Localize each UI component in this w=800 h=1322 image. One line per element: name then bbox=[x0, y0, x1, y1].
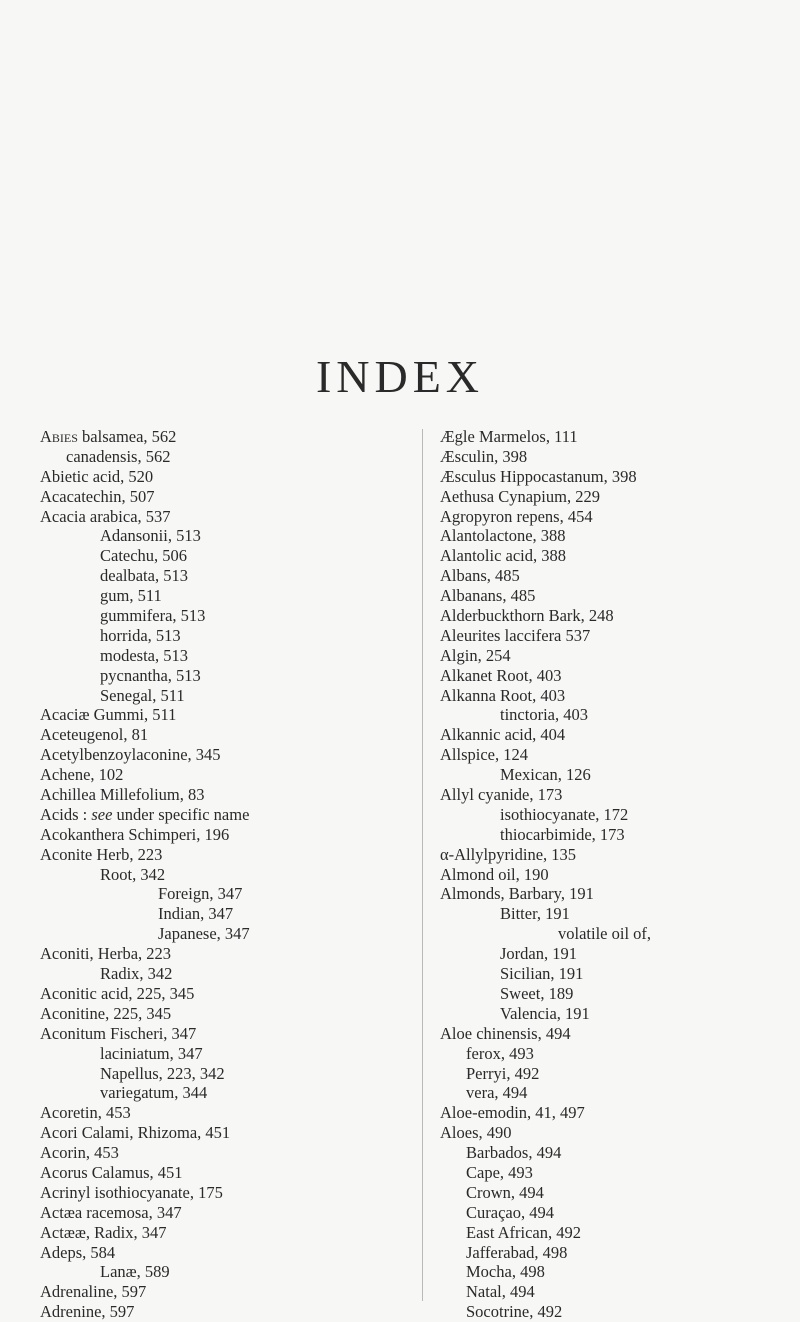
index-subentry: Foreign, 347 bbox=[158, 884, 243, 904]
index-entry: Aloe-emodin, 41, 497 bbox=[440, 1103, 585, 1123]
index-subentry: pycnantha, 513 bbox=[100, 665, 201, 685]
index-subentry: Barbados, 494 bbox=[466, 1143, 562, 1163]
index-entry: Albans, 485 bbox=[440, 566, 520, 586]
index-entry: Alantolic acid, 388 bbox=[440, 546, 567, 566]
index-subentry: canadensis, 562 bbox=[66, 446, 171, 466]
index-subentry: Curaçao, 494 bbox=[466, 1202, 554, 1222]
index-subentry: Jordan, 191 bbox=[500, 944, 577, 964]
index-entry-part: under specific name bbox=[112, 804, 250, 824]
index-subentry: Sweet, 189 bbox=[500, 983, 574, 1003]
page-title: INDEX bbox=[315, 350, 485, 402]
index-subentry: horrida, 513 bbox=[100, 625, 181, 645]
column-divider bbox=[422, 429, 423, 1301]
index-subentry: laciniatum, 347 bbox=[100, 1043, 203, 1063]
index-entry: Acokanthera Schimperi, 196 bbox=[40, 824, 230, 844]
index-entry: Acacatechin, 507 bbox=[40, 486, 155, 506]
index-entry: Aethusa Cynapium, 229 bbox=[440, 486, 600, 506]
index-entry: Achillea Millefolium, 83 bbox=[40, 785, 205, 805]
index-entry-part: balsamea, 562 bbox=[77, 427, 177, 446]
index-entry: Achene, 102 bbox=[40, 765, 124, 785]
index-subentry: East African, 492 bbox=[466, 1222, 582, 1242]
index-entry: Acoretin, 453 bbox=[40, 1103, 131, 1123]
index-subentry: Perryi, 492 bbox=[466, 1063, 540, 1083]
index-subentry: gum, 511 bbox=[100, 586, 162, 606]
index-subentry: gummifera, 513 bbox=[100, 606, 206, 626]
index-entry: Aconite Herb, 223 bbox=[40, 844, 163, 864]
index-subentry: Mexican, 126 bbox=[500, 765, 591, 785]
index-column-right bbox=[440, 427, 800, 1322]
index-entry-part: Acids : bbox=[40, 804, 92, 824]
index-subentry: Catechu, 506 bbox=[100, 546, 188, 566]
index-subentry: Root, 342 bbox=[100, 864, 166, 884]
index-entry bbox=[40, 427, 410, 447]
index-subentry: Natal, 494 bbox=[466, 1282, 535, 1302]
index-entry: Alkanet Root, 403 bbox=[440, 665, 562, 685]
index-subentry: Valencia, 191 bbox=[500, 1003, 590, 1023]
index-subentry: Lanæ, 589 bbox=[100, 1262, 170, 1282]
index-subentry: Cape, 493 bbox=[466, 1162, 533, 1182]
index-entry: Algin, 254 bbox=[440, 645, 511, 665]
index-subentry: Napellus, 223, 342 bbox=[100, 1063, 225, 1083]
index-subentry: Crown, 494 bbox=[466, 1182, 544, 1202]
index-subentry: ferox, 493 bbox=[466, 1043, 534, 1063]
index-entry: Actææ, Radix, 347 bbox=[40, 1222, 167, 1242]
index-entry: Acorin, 453 bbox=[40, 1143, 119, 1163]
index-subentry: dealbata, 513 bbox=[100, 566, 188, 586]
index-entry: Alkannic acid, 404 bbox=[440, 725, 566, 745]
index-entry: Almonds, Barbary, 191 bbox=[440, 884, 594, 904]
index-subentry: variegatum, 344 bbox=[100, 1083, 208, 1103]
index-entry-part: see bbox=[91, 804, 113, 824]
index-subentry: Socotrine, 492 bbox=[466, 1302, 563, 1322]
index-subentry: Sicilian, 191 bbox=[500, 964, 584, 984]
index-subentry: Japanese, 347 bbox=[158, 924, 250, 944]
index-subentry: tinctoria, 403 bbox=[500, 705, 588, 725]
index-entry: Acetylbenzoylaconine, 345 bbox=[40, 745, 221, 765]
index-subentry: Adansonii, 513 bbox=[100, 526, 201, 546]
index-entry: Actæa racemosa, 347 bbox=[40, 1202, 182, 1222]
index-subentry: vera, 494 bbox=[466, 1083, 528, 1103]
index-entry: Aconitic acid, 225, 345 bbox=[40, 983, 195, 1003]
index-entry: Agropyron repens, 454 bbox=[440, 506, 593, 526]
index-entry: Alantolactone, 388 bbox=[440, 526, 566, 546]
index-entry bbox=[40, 805, 410, 825]
index-entry: Aconitum Fischeri, 347 bbox=[40, 1023, 197, 1043]
index-entry: Aceteugenol, 81 bbox=[40, 725, 149, 745]
index-subentry: volatile oil of, bbox=[558, 924, 652, 944]
index-entry: Alderbuckthorn Bark, 248 bbox=[440, 606, 614, 626]
index-entry: Aconitine, 225, 345 bbox=[40, 1003, 172, 1023]
index-subentry: Senegal, 511 bbox=[100, 685, 185, 705]
index-entry: Aloe chinensis, 494 bbox=[440, 1023, 571, 1043]
index-subentry: Mocha, 498 bbox=[466, 1262, 545, 1282]
index-entry: Acorus Calamus, 451 bbox=[40, 1162, 183, 1182]
index-entry: Adrenaline, 597 bbox=[40, 1282, 147, 1302]
index-entry: Allyl cyanide, 173 bbox=[440, 785, 563, 805]
index-subentry: modesta, 513 bbox=[100, 645, 188, 665]
index-entry: Albanans, 485 bbox=[440, 586, 536, 606]
index-entry: Adeps, 584 bbox=[40, 1242, 116, 1262]
index-entry: α-Allylpyridine, 135 bbox=[440, 844, 577, 864]
index-entry-part: Abies bbox=[40, 427, 78, 446]
index-entry: Acaciæ Gummi, 511 bbox=[40, 705, 177, 725]
index-entry: Adrenine, 597 bbox=[40, 1302, 135, 1322]
index-subentry: Bitter, 191 bbox=[500, 904, 570, 924]
index-entry: Aloes, 490 bbox=[440, 1123, 512, 1143]
index-entry: Acori Calami, Rhizoma, 451 bbox=[40, 1123, 231, 1143]
index-entry: Abietic acid, 520 bbox=[40, 466, 154, 486]
index-subentry: Radix, 342 bbox=[100, 964, 173, 984]
index-entry: Acrinyl isothiocyanate, 175 bbox=[40, 1182, 223, 1202]
index-entry: Æsculin, 398 bbox=[440, 446, 528, 466]
index-subentry: Jafferabad, 498 bbox=[466, 1242, 568, 1262]
index-column-left bbox=[40, 427, 410, 1322]
index-entry: Aconiti, Herba, 223 bbox=[40, 944, 172, 964]
index-entry: Acacia arabica, 537 bbox=[40, 506, 171, 526]
index-entry: Æsculus Hippocastanum, 398 bbox=[440, 466, 637, 486]
index-subentry: Indian, 347 bbox=[158, 904, 234, 924]
index-entry: Almond oil, 190 bbox=[440, 864, 549, 884]
index-entry: Aleurites laccifera 537 bbox=[440, 625, 591, 645]
index-subentry: isothiocyanate, 172 bbox=[500, 804, 629, 824]
index-entry: Allspice, 124 bbox=[440, 745, 528, 765]
index-entry: Ægle Marmelos, 111 bbox=[440, 427, 578, 446]
index-entry: Alkanna Root, 403 bbox=[440, 685, 566, 705]
index-subentry: thiocarbimide, 173 bbox=[500, 824, 625, 844]
